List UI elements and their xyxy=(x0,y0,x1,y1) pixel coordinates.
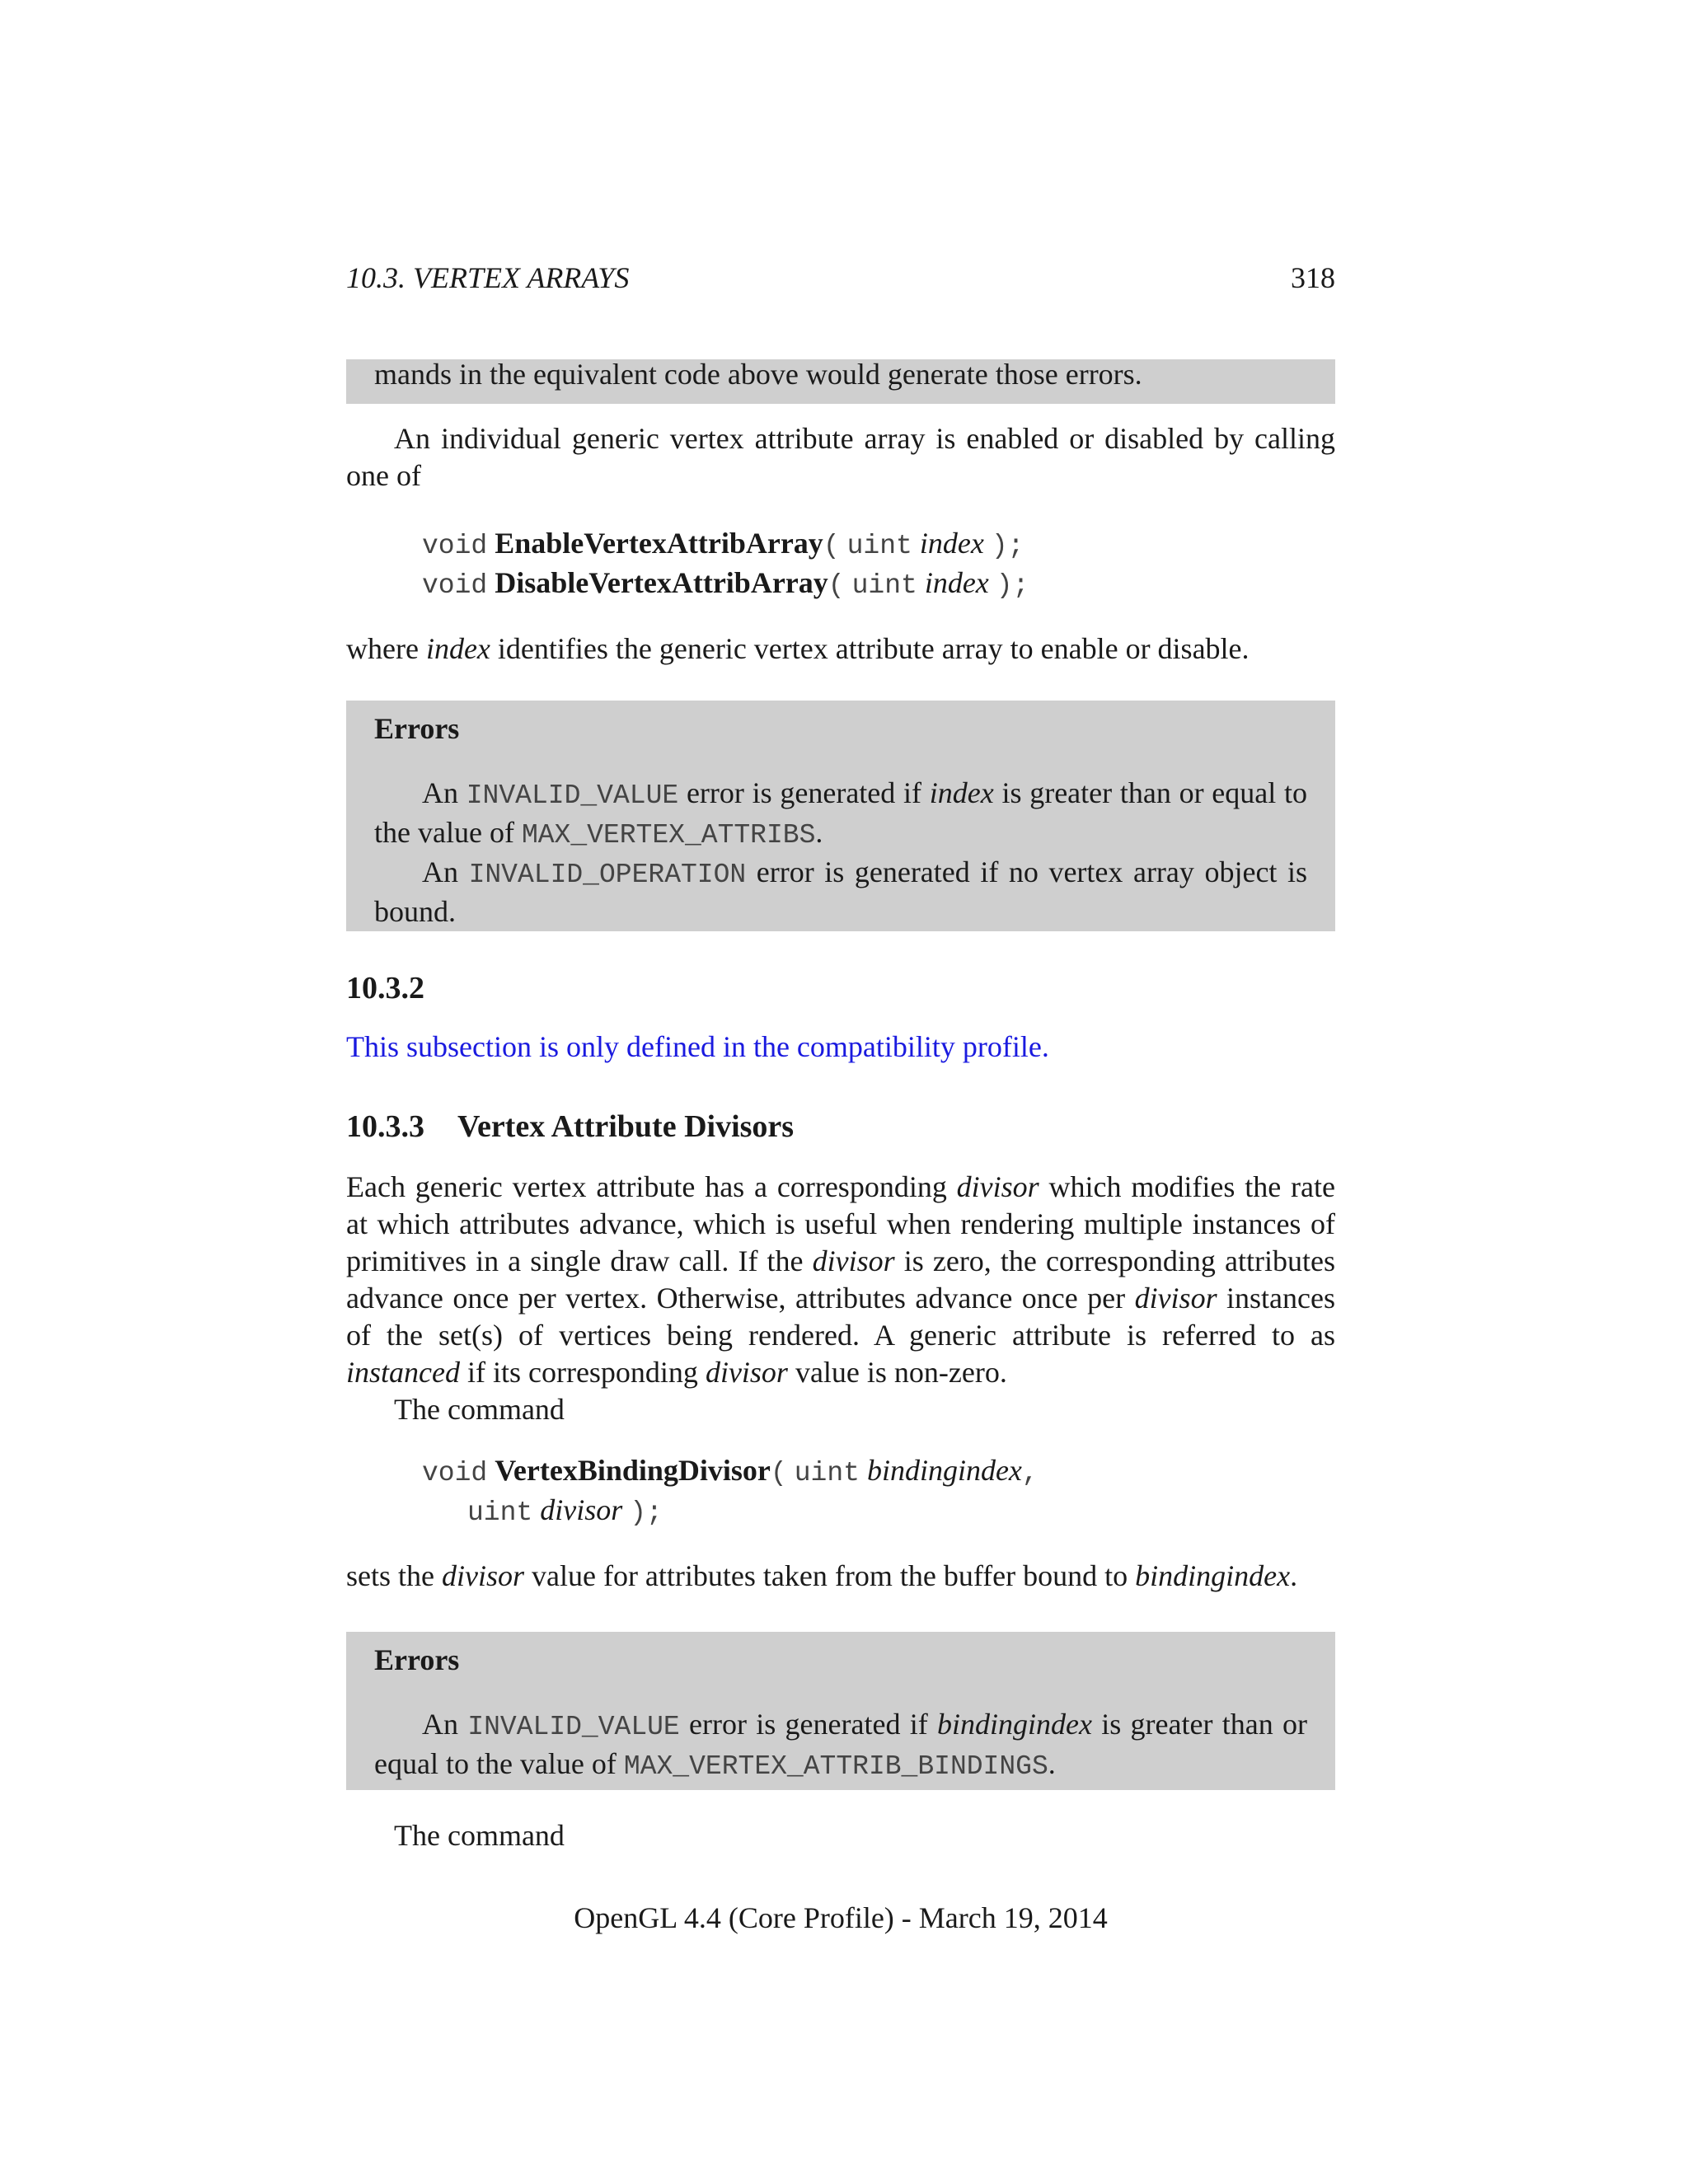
code-block-vertex-binding-divisor xyxy=(422,1452,1039,1531)
error-invalid-operation: An INVALID_OPERATION error is generated if no vertex array object is bound. xyxy=(374,855,1307,928)
error-invalid-value: An INVALID_VALUE error is generated if index is greater than or equal to the value of MAX_VERTEX_ATTRIBS. xyxy=(374,776,1308,851)
section-heading-10-3-3: 10.3.3 Vertex Attribute Divisors xyxy=(346,1109,795,1144)
section-title: Vertex Attribute Divisors xyxy=(457,1109,795,1144)
paragraph-index-description: where index identifies the generic vertex attribute array to enable or disable. xyxy=(346,632,1250,665)
page-footer: OpenGL 4.4 (Core Profile) - March 19, 2014 xyxy=(574,1901,1108,1934)
code-line-enable: void EnableVertexAttribArray( uint index ); xyxy=(422,527,1025,561)
code-line-disable: void DisableVertexAttribArray( uint index ); xyxy=(422,566,1029,601)
code-line-divisor-arg: uint divisor ); xyxy=(467,1493,663,1528)
function-name-enable: EnableVertexAttribArray xyxy=(495,527,823,560)
section-heading-10-3-2: 10.3.2 xyxy=(346,971,424,1005)
function-name-vertex-binding-divisor: VertexBindingDivisor xyxy=(495,1454,771,1487)
paragraph-text: An individual generic vertex attribute array is enabled or disabled by calling one of xyxy=(346,422,1335,492)
function-name-disable: DisableVertexAttribArray xyxy=(495,566,828,599)
paragraph-the-command: The command xyxy=(394,1393,565,1426)
document-page xyxy=(346,0,1335,2184)
errors-box-vertex-binding-divisor xyxy=(346,1632,1335,1790)
paragraph-divisor-description: Each generic vertex attribute has a corresponding divisor which modifies the rate at which attributes advance, which is useful when rendering multiple instances of primitives in a single draw call. If the divisor is zero, the corresponding attributes advance once per vertex. Otherwise, attributes advance once per divisor instances of the set(s) of vertices being rendered. A generic attribute is referred to as instanced if its corresponding divisor value is non-zero. xyxy=(346,1170,1335,1389)
code-block-enable-disable xyxy=(422,525,1029,604)
paragraph-sets-divisor: sets the divisor value for attributes taken from the buffer bound to bindingindex. xyxy=(346,1559,1298,1592)
code-line-vertex-binding-divisor: void VertexBindingDivisor( uint bindingindex, xyxy=(422,1454,1039,1488)
continued-errors-text: mands in the equivalent code above would generate those errors. xyxy=(374,358,1142,391)
paragraph-enable-disable xyxy=(346,420,1335,494)
running-header-title: 10.3. VERTEX ARRAYS xyxy=(346,261,630,294)
continued-errors-box xyxy=(346,359,1335,404)
paragraph-the-command-2: The command xyxy=(394,1819,565,1852)
errors-heading: Errors xyxy=(374,1643,460,1676)
errors-heading: Errors xyxy=(374,712,460,745)
compatibility-profile-note: This subsection is only defined in the compatibility profile. xyxy=(346,1030,1049,1063)
errors-box-enable-disable xyxy=(346,701,1335,931)
error-invalid-value-bindingindex: An INVALID_VALUE error is generated if bindingindex is greater than or equal to the value of MAX_VERTEX_ATTRIB_BINDINGS. xyxy=(374,1708,1307,1782)
page-number: 318 xyxy=(1291,261,1335,294)
